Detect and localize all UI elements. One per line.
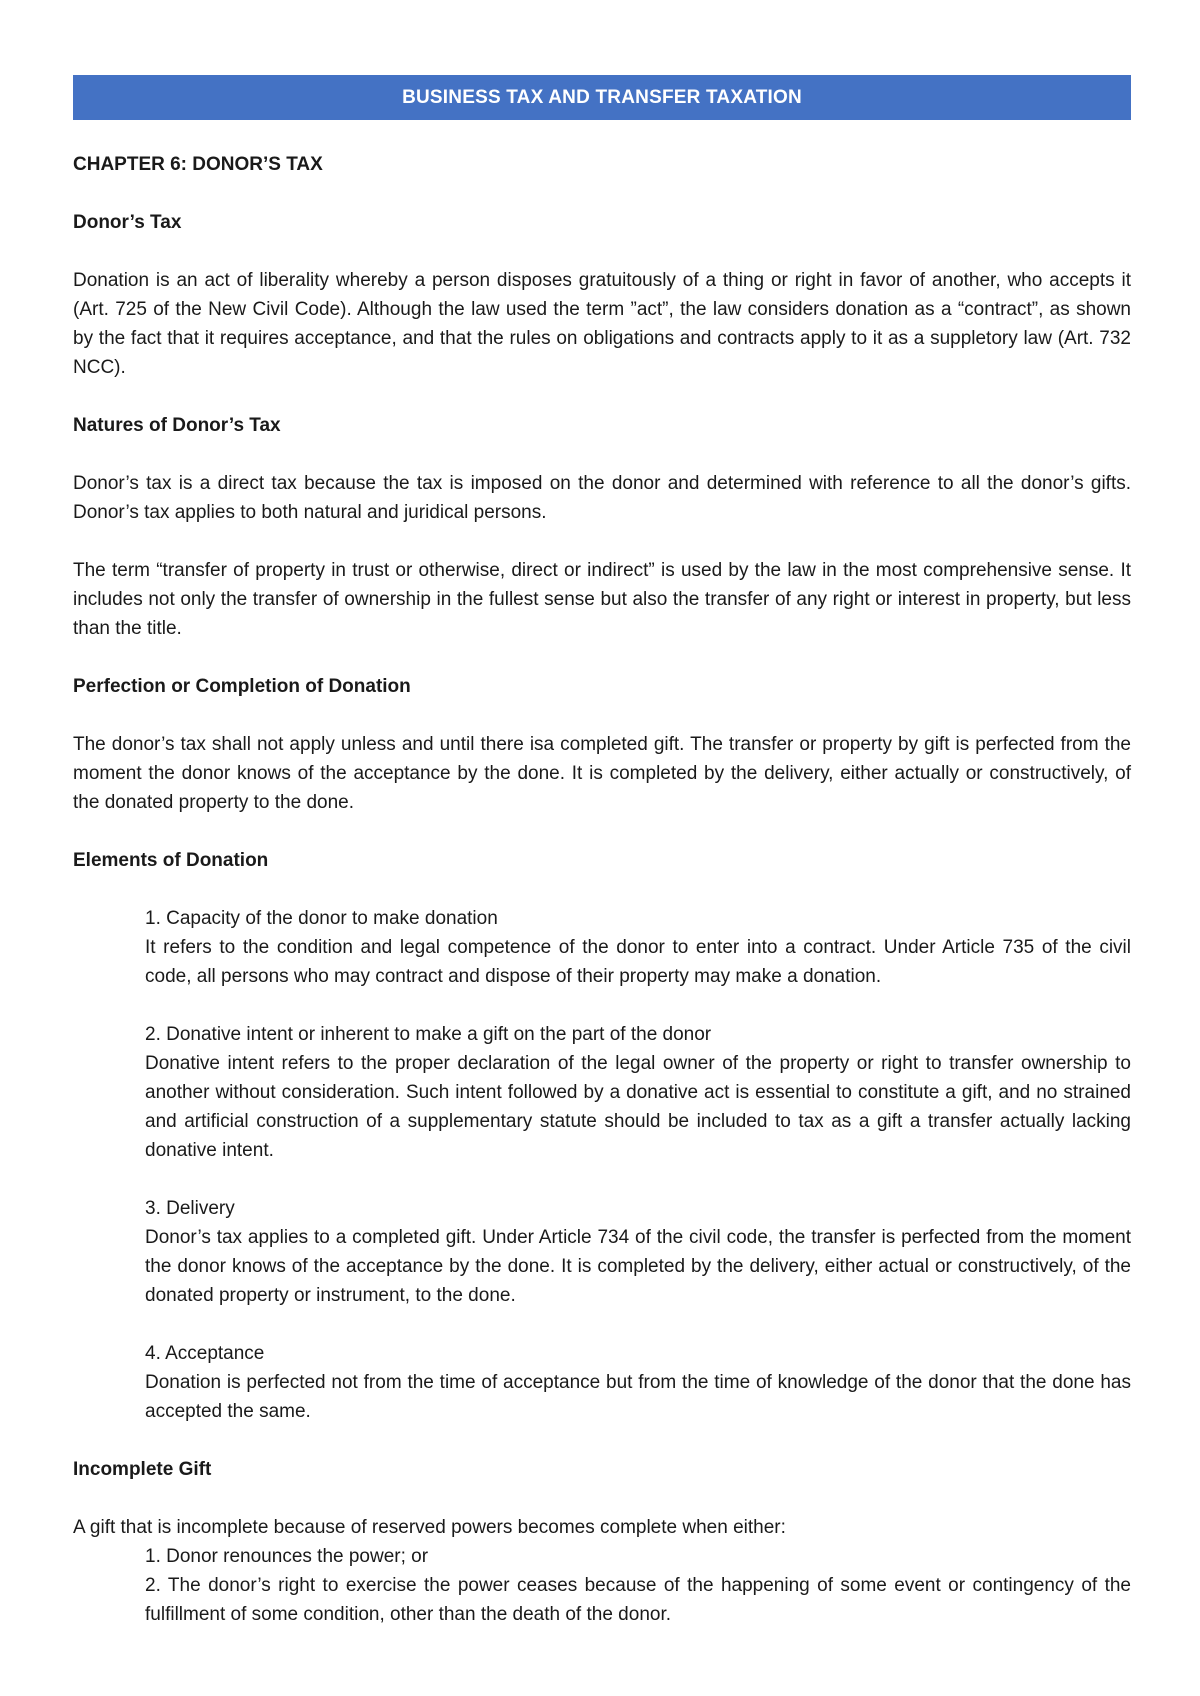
conditions-list: [73, 1542, 1131, 1629]
paragraph-direct-tax: Donor’s tax is a direct tax because the tax is imposed on the donor and determined with reference to all the donor’s gifts. Donor’s tax applies to both natural and juridical persons.: [73, 473, 1131, 523]
element-title: 3. Delivery: [145, 1198, 235, 1219]
element-description: Donor’s tax applies to a completed gift. Under Article 734 of the civil code, the transfer is perfected from the moment the donor knows of the acceptance by the done. It is completed by the delivery, either actual or constructively, of the donated property or instrument, to the done.: [145, 1227, 1131, 1306]
incomplete-gift-intro: A gift that is incomplete because of reserved powers becomes complete when either:: [73, 1517, 786, 1538]
list-item: [145, 1020, 1131, 1165]
element-title: 4. Acceptance: [145, 1343, 265, 1364]
heading-elements-of-donation: Elements of Donation: [73, 850, 269, 871]
header-title: BUSINESS TAX AND TRANSFER TAXATION: [402, 86, 802, 108]
heading-donors-tax: Donor’s Tax: [73, 212, 182, 233]
chapter-title: CHAPTER 6: DONOR’S TAX: [73, 154, 323, 175]
paragraph-perfection: The donor’s tax shall not apply unless and until there isa completed gift. The transfer or property by gift is perfected from the moment the donor knows of the acceptance by the done. It is completed by the delivery, either actually or constructively, of the donated property to the done.: [73, 734, 1131, 813]
list-item: [145, 1339, 1131, 1426]
document-page: [73, 75, 1131, 1629]
heading-perfection-of-donation: Perfection or Completion of Donation: [73, 676, 411, 697]
element-description: Donation is perfected not from the time of acceptance but from the time of knowledge of the donor that the done has accepted the same.: [145, 1372, 1131, 1422]
heading-incomplete-gift: Incomplete Gift: [73, 1459, 212, 1480]
list-item: 2. The donor’s right to exercise the power ceases because of the happening of some event or contingency of the fulfillment of some condition, other than the death of the donor.: [145, 1575, 1131, 1625]
paragraph-donation-definition: Donation is an act of liberality whereby a person disposes gratuitously of a thing or right in favor of another, who accepts it (Art. 725 of the New Civil Code). Although the law used the term ”act”, the law considers donation as a “contract”, as shown by the fact that it requires acceptance, and that the rules on obligations and contracts apply to it as a suppletory law (Art. 732 NCC).: [73, 270, 1131, 378]
element-description: It refers to the condition and legal competence of the donor to enter into a contract. Under Article 735 of the civil code, all persons who may contract and dispose of their property may make a donation.: [145, 937, 1131, 987]
element-title: 2. Donative intent or inherent to make a gift on the part of the donor: [145, 1024, 712, 1045]
heading-natures-of-donors-tax: Natures of Donor’s Tax: [73, 415, 281, 436]
element-description: Donative intent refers to the proper declaration of the legal owner of the property or right to transfer ownership to another without consideration. Such intent followed by a donative act is essential to constitute a gift, and no strained and artificial construction of a supplementary statute should be included to tax as a gift a transfer actually lacking donative intent.: [145, 1053, 1131, 1161]
element-title: 1. Capacity of the donor to make donation: [145, 908, 498, 929]
header-bar: [73, 75, 1131, 120]
paragraph-transfer-of-property: The term “transfer of property in trust or otherwise, direct or indirect” is used by the law in the most comprehensive sense. It includes not only the transfer of ownership in the fullest sense but also the transfer of any right or interest in property, but less than the title.: [73, 560, 1131, 639]
list-item: 1. Donor renounces the power; or: [145, 1546, 429, 1567]
elements-list: [73, 904, 1131, 1426]
list-item: [145, 1194, 1131, 1310]
list-item: [145, 904, 1131, 991]
